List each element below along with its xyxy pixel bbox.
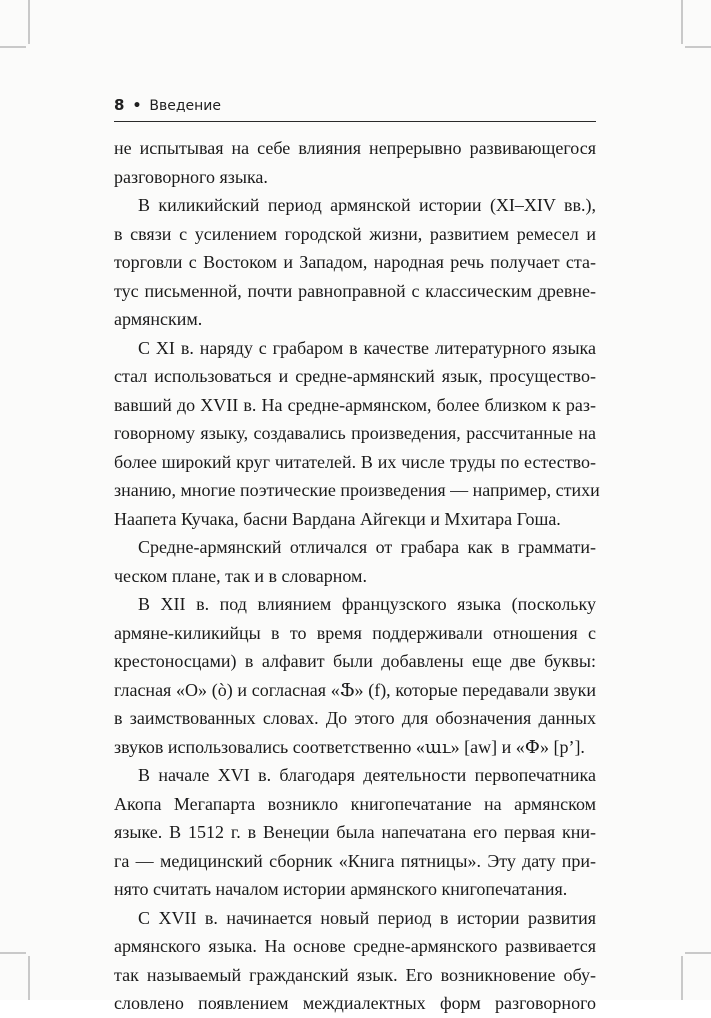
text-line: га — медицинский сборник «Книга пятницы». Эту дату при- — [114, 850, 596, 871]
text-line: в связи с усилением городской жизни, развитием ремесел и — [114, 223, 596, 244]
crop-mark-top-left-h — [0, 46, 26, 48]
text-line: гласная «О» (ò) и согласная «Ֆ» (f), которые передавали звуки — [114, 679, 596, 700]
crop-mark-bottom-left — [28, 956, 30, 1000]
text-line: Наапета Кучака, басни Вардана Айгекци и Мхитара Гоша. — [114, 508, 561, 529]
text-line: звуков использовались соответственно «աւ» [aw] и «Փ» [p’]. — [114, 736, 585, 757]
text-line: нято считать началом истории армянского книгопечатания. — [114, 879, 568, 899]
text-line: армянским. — [114, 309, 203, 329]
text-line: стал использоваться и средне-армянский язык, просуществo- — [114, 366, 596, 386]
crop-mark-top-left — [28, 0, 30, 44]
header-rule — [114, 121, 596, 122]
text-line: тус письменной, почти равноправной с классическим древне- — [114, 280, 596, 301]
text-line: крестоносцами) в алфавит были добавлены еще две буквы: — [114, 651, 596, 671]
text-line: в заимствованных словах. До этого для обозначения данных — [114, 708, 596, 728]
text-line: более широкий круг читателей. В их числе труды по естество- — [114, 451, 596, 472]
section-title: Введение — [149, 98, 222, 114]
crop-mark-bottom-right — [681, 956, 683, 1000]
text-line: Средне-армянский отличался от грабара как в граммати- — [138, 537, 596, 557]
text-line: торговли с Востоком и Западом, народная речь получает ста- — [114, 252, 596, 272]
text-line: не испытывая на себе влияния непрерывно развивающегося — [114, 138, 596, 158]
text-line: В киликийский период армянской истории (XI–XIV вв.), — [138, 195, 596, 215]
page-number: 8 — [114, 96, 125, 114]
crop-mark-top-right-h — [685, 46, 711, 48]
header-separator: • — [132, 98, 142, 114]
text-line: говорному языку, создавались произведения, рассчитанные на — [114, 423, 596, 443]
text-line: В XII в. под влиянием французского языка (поскольку — [138, 594, 596, 614]
text-line: разговорного языка. — [114, 166, 268, 187]
body-text — [114, 134, 600, 1018]
text-line: С XI в. наряду с грабаром в качестве литературного языка — [138, 337, 596, 358]
text-line: вавший до XVII в. На средне-армянском, более близком к раз- — [114, 394, 596, 415]
text-line: Акопа Мегапарта возникло книгопечатание на армянском — [114, 793, 596, 814]
text-line: армяне-киликийцы в то время поддерживали отношения с — [114, 622, 596, 643]
text-line: ческом плане, так и в словарном. — [114, 565, 367, 586]
text-line: В начале XVI в. благодаря деятельности первопечатника — [138, 765, 596, 785]
text-line: так называемый гражданский язык. Его возникновение обу- — [114, 964, 596, 985]
text-line: языке. В 1512 г. в Венеции была напечатана его первая кни- — [114, 822, 596, 842]
text-line: знанию, многие поэтические произведения — например, стихи — [114, 480, 600, 500]
running-header — [114, 96, 596, 118]
crop-mark-bottom-left-h — [0, 952, 26, 954]
crop-mark-top-right — [681, 0, 683, 44]
crop-mark-bottom-right-h — [685, 952, 711, 954]
text-line: С XVII в. начинается новый период в истории развития — [138, 907, 596, 928]
text-line: словлено появлением междиалектных форм разговорного — [114, 993, 596, 1013]
text-line: армянского языка. На основе средне-армянского развивается — [114, 936, 596, 956]
